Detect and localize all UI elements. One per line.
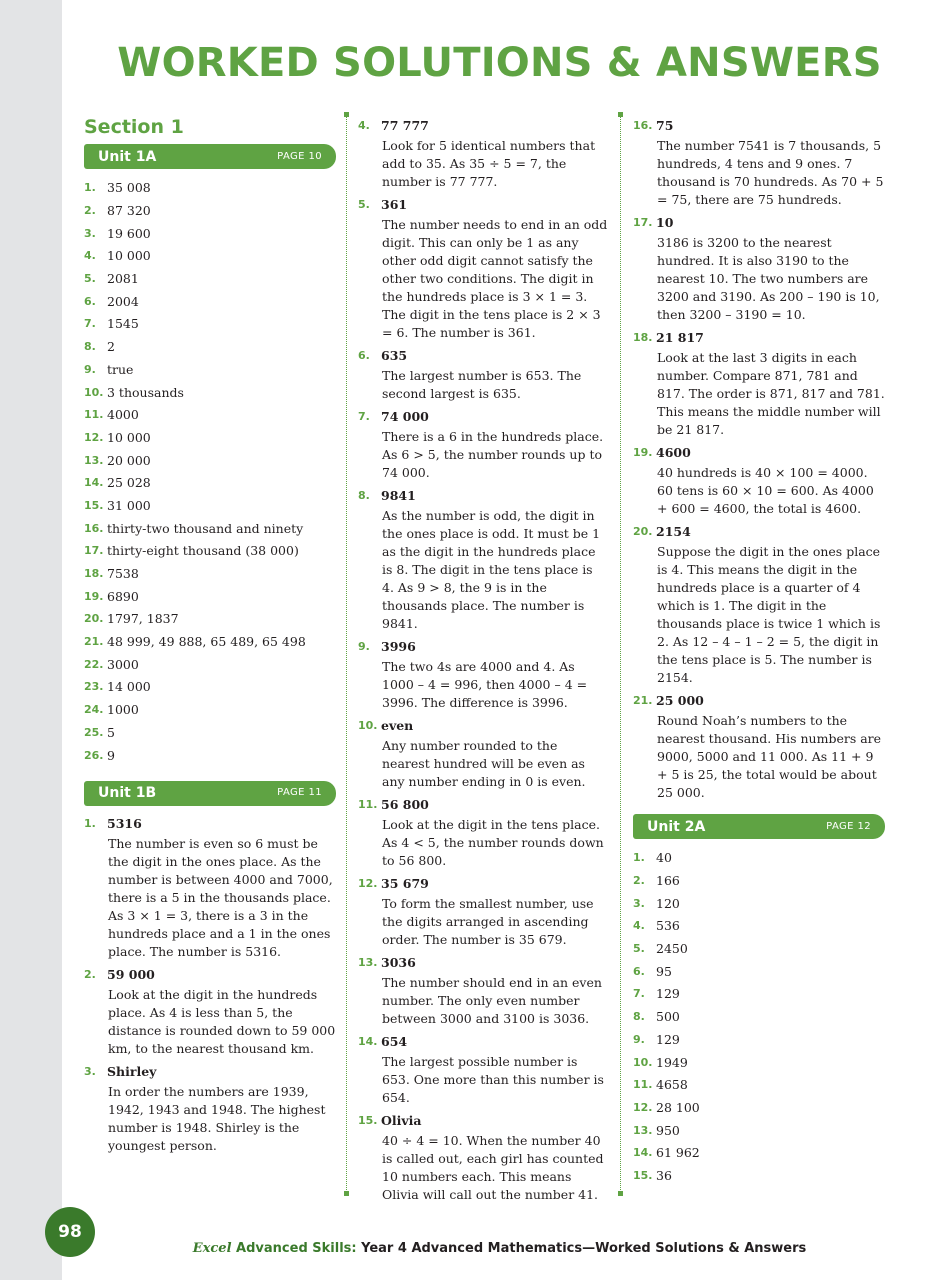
answer-value: 25 028 — [107, 475, 151, 491]
answer-value: 7538 — [107, 566, 139, 582]
answer-number: 1. — [84, 181, 96, 195]
brand-excel: Excel — [192, 1241, 232, 1256]
solution-explanation: There is a 6 in the hundreds place. As 6 > 5, the number rounds up to 74 000. — [382, 429, 604, 480]
answer-number: 12. — [84, 430, 104, 444]
worked-solution — [358, 874, 608, 949]
answer-row — [84, 631, 336, 654]
answer-number: 22. — [84, 657, 104, 671]
solution-explanation: Round Noah’s numbers to the nearest thousand. His numbers are 9000, 5000 and 11 000. As 11 + 9 + 5 is 25, the total would be about 25 000. — [657, 713, 882, 800]
answer-row — [633, 1051, 885, 1074]
solution-explanation: 40 hundreds is 40 × 100 = 4000. 60 tens is 60 × 10 = 600. As 4000 + 600 = 4600, the total is 4600. — [657, 465, 874, 516]
question-number: 16. — [633, 119, 653, 132]
solution-head — [358, 346, 608, 366]
answer-number: 24. — [84, 703, 104, 717]
unit-page-ref: PAGE 12 — [826, 820, 871, 832]
answer-row — [633, 960, 885, 983]
answer-row — [84, 177, 336, 200]
answer-value: thirty-eight thousand (38 000) — [107, 543, 299, 559]
answer-number: 19. — [84, 589, 104, 603]
answer-number: 16. — [84, 521, 104, 535]
solution-answer: 4600 — [656, 445, 691, 460]
solution-answer: 635 — [381, 348, 408, 363]
answer-number: 7. — [633, 987, 645, 1001]
answer-number: 9. — [84, 362, 96, 376]
solution-head — [633, 213, 885, 233]
answer-value: 1000 — [107, 702, 139, 718]
answer-row — [84, 722, 336, 745]
answer-row — [84, 676, 336, 699]
solution-explanation: The largest number is 653. The second largest is 635. — [382, 368, 582, 401]
solution-explanation: Look at the last 3 digits in each number. Compare 871, 781 and 817. The order is 871, 817 and 781. This means the middle number will be 21 817. — [657, 350, 885, 437]
worked-solution — [358, 346, 608, 403]
answer-row — [633, 1119, 885, 1142]
answer-row — [84, 200, 336, 223]
unit-page-ref: PAGE 11 — [277, 787, 322, 799]
answer-value: 40 — [656, 850, 672, 866]
answer-value: 31 000 — [107, 497, 151, 513]
question-number: 14. — [358, 1035, 378, 1048]
answer-number: 2. — [633, 874, 645, 888]
answer-row — [84, 699, 336, 722]
solution-answer: 5316 — [107, 815, 142, 831]
solution-head — [84, 814, 336, 834]
answer-row — [84, 540, 336, 563]
worked-solution — [358, 953, 608, 1028]
question-number: 1. — [84, 816, 96, 830]
answer-row — [633, 1165, 885, 1188]
question-number: 13. — [358, 956, 378, 969]
answer-value: 5 — [107, 724, 115, 740]
question-number: 10. — [358, 719, 378, 732]
unit-name: Unit 1A — [98, 148, 157, 165]
solution-head — [358, 795, 608, 815]
answer-number: 21. — [84, 635, 104, 649]
answer-row — [84, 222, 336, 245]
answer-value: 9 — [107, 747, 115, 763]
worked-solution — [633, 691, 885, 802]
answer-number: 6. — [84, 294, 96, 308]
answer-row — [84, 517, 336, 540]
question-number: 20. — [633, 525, 653, 538]
solution-answer: 10 — [656, 215, 674, 230]
worked-solution — [358, 1032, 608, 1107]
answer-number: 20. — [84, 612, 104, 626]
answer-number: 5. — [84, 272, 96, 286]
answer-value: 36 — [656, 1167, 672, 1183]
answer-row — [84, 359, 336, 382]
answer-number: 15. — [84, 498, 104, 512]
solution-head — [358, 1111, 608, 1131]
question-number: 18. — [633, 331, 653, 344]
solution-answer: 2154 — [656, 524, 691, 539]
side-strip — [0, 0, 62, 1280]
solution-head — [633, 522, 885, 542]
solution-explanation: The number 7541 is 7 thousands, 5 hundreds, 4 tens and 9 ones. 7 thousand is 70 hundreds. As 70 + 5 = 75, there are 75 hundreds. — [657, 138, 884, 207]
answer-row — [633, 915, 885, 938]
answer-number: 3. — [84, 226, 96, 240]
column-divider-2 — [620, 114, 621, 1194]
worked-solution — [358, 116, 608, 191]
solution-head — [358, 407, 608, 427]
solution-head — [633, 691, 885, 711]
solution-head — [358, 637, 608, 657]
answer-row — [84, 585, 336, 608]
answer-row — [633, 870, 885, 893]
answer-number: 25. — [84, 725, 104, 739]
answer-row — [633, 1074, 885, 1097]
worked-solution — [358, 486, 608, 633]
answer-number: 9. — [633, 1032, 645, 1046]
answer-number: 12. — [633, 1100, 653, 1114]
answer-value: 95 — [656, 963, 672, 979]
question-number: 17. — [633, 216, 653, 229]
solution-head — [358, 486, 608, 506]
answer-row — [633, 1029, 885, 1052]
question-number: 21. — [633, 694, 653, 707]
solution-head — [84, 965, 336, 985]
answer-number: 10. — [633, 1055, 653, 1069]
column-divider-1 — [346, 114, 347, 1194]
worked-solution — [633, 328, 885, 439]
answer-value: 10 000 — [107, 429, 151, 445]
answer-value: 2 — [107, 339, 115, 355]
answer-number: 1. — [633, 851, 645, 865]
solution-explanation: Any number rounded to the nearest hundred will be even as any number ending in 0 is even. — [382, 738, 586, 789]
solution-answer: Olivia — [381, 1113, 422, 1128]
question-number: 15. — [358, 1114, 378, 1127]
answer-row — [84, 563, 336, 586]
answer-number: 13. — [633, 1123, 653, 1137]
answer-row — [84, 404, 336, 427]
question-number: 12. — [358, 877, 378, 890]
unit-name: Unit 2A — [647, 818, 706, 835]
solution-head — [358, 716, 608, 736]
answer-value: 2081 — [107, 271, 139, 287]
answer-number: 10. — [84, 385, 104, 399]
solution-explanation: The two 4s are 4000 and 4. As 1000 – 4 = 996, then 4000 – 4 = 3996. The difference is 3996. — [382, 659, 588, 710]
answer-number: 2. — [84, 204, 96, 218]
answer-list-unit-1a — [84, 177, 336, 767]
solution-head — [633, 116, 885, 136]
unit-banner-1a — [84, 144, 336, 169]
answer-value: 10 000 — [107, 248, 151, 264]
solution-answer: 654 — [381, 1034, 408, 1049]
answer-row — [84, 336, 336, 359]
brand-name: Advanced Skills: — [236, 1241, 357, 1256]
answer-value: 4658 — [656, 1077, 688, 1093]
question-number: 8. — [358, 489, 370, 502]
worked-items-col1 — [84, 814, 336, 1155]
answer-number: 26. — [84, 748, 104, 762]
answer-row — [633, 1097, 885, 1120]
answer-value: 35 008 — [107, 180, 151, 196]
answer-row — [633, 938, 885, 961]
answer-row — [633, 1142, 885, 1165]
worked-solution — [84, 965, 336, 1058]
answer-row — [84, 245, 336, 268]
answer-value: 950 — [656, 1122, 680, 1138]
answer-row — [84, 744, 336, 767]
answer-row — [84, 495, 336, 518]
solution-answer: 21 817 — [656, 330, 704, 345]
answer-row — [633, 1006, 885, 1029]
solution-head — [358, 1032, 608, 1052]
question-number: 4. — [358, 119, 370, 132]
solution-answer: 59 000 — [107, 966, 155, 982]
answer-row — [84, 268, 336, 291]
solution-explanation: To form the smallest number, use the digits arranged in ascending order. The number is 35 679. — [382, 896, 594, 947]
answer-list-unit-2a — [633, 847, 885, 1187]
answer-row — [84, 653, 336, 676]
answer-value: 61 962 — [656, 1145, 700, 1161]
answer-value: 2004 — [107, 293, 139, 309]
answer-number: 7. — [84, 317, 96, 331]
section-title: Section 1 — [84, 116, 184, 138]
solution-answer: 35 679 — [381, 876, 429, 891]
worked-solution — [358, 795, 608, 870]
answer-value: 500 — [656, 1009, 680, 1025]
answer-value: 20 000 — [107, 452, 151, 468]
unit-name: Unit 1B — [98, 785, 157, 802]
page-title: WORKED SOLUTIONS & ANSWERS — [117, 40, 882, 86]
answer-value: 14 000 — [107, 679, 151, 695]
answer-value: 166 — [656, 873, 680, 889]
answer-value: 19 600 — [107, 225, 151, 241]
answer-row — [84, 449, 336, 472]
solution-explanation: In order the numbers are 1939, 1942, 1943 and 1948. The highest number is 1948. Shirley is the youngest person. — [108, 1083, 326, 1153]
worked-solution — [84, 814, 336, 961]
solution-explanation: Look for 5 identical numbers that add to 35. As 35 ÷ 5 = 7, the number is 77 777. — [382, 138, 596, 189]
answer-number: 18. — [84, 567, 104, 581]
answer-row — [84, 427, 336, 450]
solution-explanation: The number needs to end in an odd digit. This can only be 1 as any other odd digit cannot satisfy the other two conditions. The digit in the hundreds place is 3 × 1 = 3. The digit in the tens place is 2 × 3 = 6. The number is 361. — [382, 217, 608, 340]
answer-number: 17. — [84, 544, 104, 558]
worked-solution — [358, 407, 608, 482]
column-2 — [358, 116, 608, 1208]
worked-solution — [633, 116, 885, 209]
worked-solution — [358, 1111, 608, 1204]
answer-value: 120 — [656, 895, 680, 911]
column-1 — [84, 114, 336, 1159]
answer-row — [84, 290, 336, 313]
answer-number: 11. — [84, 408, 104, 422]
answer-row — [633, 892, 885, 915]
answer-row — [84, 472, 336, 495]
answer-row — [84, 313, 336, 336]
question-number: 11. — [358, 798, 378, 811]
solution-explanation: The number is even so 6 must be the digit in the ones place. As the number is between 4000 and 7000, there is a 5 in the thousands place. As 3 × 1 = 3, there is a 3 in the hundreds place and a 1 in the ones place. The number is 5316. — [108, 835, 333, 959]
answer-number: 15. — [633, 1168, 653, 1182]
solution-explanation: 3186 is 3200 to the nearest hundred. It is also 3190 to the nearest 10. The two numbers are 3200 and 3190. As 200 – 190 is 10, then 3200 – 3190 = 10. — [657, 235, 880, 322]
answer-number: 13. — [84, 453, 104, 467]
solution-explanation: 40 ÷ 4 = 10. When the number 40 is called out, each girl has counted 10 numbers each. This means Olivia will call out the number 41. — [382, 1133, 604, 1202]
answer-row — [84, 608, 336, 631]
solution-explanation: The number should end in an even number. The only even number between 3000 and 3100 is 3036. — [382, 975, 602, 1026]
solution-answer: 9841 — [381, 488, 416, 503]
solution-answer: 361 — [381, 197, 408, 212]
worked-solution — [358, 195, 608, 342]
column-3 — [633, 116, 885, 1187]
worked-solution — [633, 522, 885, 687]
question-number: 5. — [358, 198, 370, 211]
question-number: 9. — [358, 640, 370, 653]
answer-number: 4. — [84, 249, 96, 263]
solution-head — [84, 1062, 336, 1082]
answer-row — [633, 847, 885, 870]
answer-value: 4000 — [107, 407, 139, 423]
answer-value: 1949 — [656, 1054, 688, 1070]
solution-answer: Shirley — [107, 1063, 157, 1079]
answer-value: 3 thousands — [107, 384, 184, 400]
question-number: 19. — [633, 446, 653, 459]
solution-answer: 25 000 — [656, 693, 704, 708]
answer-number: 5. — [633, 942, 645, 956]
answer-value: 129 — [656, 986, 680, 1002]
answer-value: 1797, 1837 — [107, 611, 179, 627]
answer-number: 14. — [84, 476, 104, 490]
unit-page-ref: PAGE 10 — [277, 150, 322, 162]
answer-row — [84, 381, 336, 404]
answer-number: 23. — [84, 680, 104, 694]
answer-value: 536 — [656, 918, 680, 934]
question-number: 7. — [358, 410, 370, 423]
answer-value: 87 320 — [107, 203, 151, 219]
answer-number: 14. — [633, 1146, 653, 1160]
question-number: 6. — [358, 349, 370, 362]
answer-value: 28 100 — [656, 1099, 700, 1115]
worked-solution — [633, 443, 885, 518]
unit-banner-2a — [633, 814, 885, 839]
answer-number: 4. — [633, 919, 645, 933]
solution-head — [358, 195, 608, 215]
answer-value: true — [107, 361, 134, 377]
worked-solution — [358, 637, 608, 712]
worked-solution — [84, 1062, 336, 1155]
footer-title: Year 4 Advanced Mathematics—Worked Solutions & Answers — [361, 1241, 807, 1256]
solution-answer: even — [381, 718, 414, 733]
question-number: 2. — [84, 967, 96, 981]
answer-value: 6890 — [107, 588, 139, 604]
solution-explanation: The largest possible number is 653. One more than this number is 654. — [382, 1054, 604, 1105]
answer-value: 2450 — [656, 941, 688, 957]
answer-value: thirty-two thousand and ninety — [107, 520, 304, 536]
answer-number: 8. — [84, 340, 96, 354]
worked-solution — [633, 213, 885, 324]
worked-solution — [358, 716, 608, 791]
answer-value: 1545 — [107, 316, 139, 332]
solution-head — [358, 953, 608, 973]
answer-number: 6. — [633, 964, 645, 978]
page-number-badge: 98 — [45, 1207, 95, 1257]
answer-number: 3. — [633, 896, 645, 910]
solution-explanation: Look at the digit in the tens place. As 4 < 5, the number rounds down to 56 800. — [382, 817, 604, 868]
solution-head — [358, 874, 608, 894]
answer-row — [633, 983, 885, 1006]
solution-answer: 75 — [656, 118, 674, 133]
answer-value: 129 — [656, 1031, 680, 1047]
answer-number: 11. — [633, 1078, 653, 1092]
answer-value: 3000 — [107, 656, 139, 672]
solution-head — [358, 116, 608, 136]
solution-explanation: As the number is odd, the digit in the ones place is odd. It must be 1 as the digit in the hundreds place is 8. The digit in the tens place is 4. As 9 > 8, the 9 is in the thousands place. The number is 9841. — [382, 508, 601, 631]
solution-head — [633, 328, 885, 348]
solution-head — [633, 443, 885, 463]
solution-answer: 3036 — [381, 955, 416, 970]
worked-items-col3 — [633, 116, 885, 802]
answer-value: 48 999, 49 888, 65 489, 65 498 — [107, 634, 306, 650]
solution-explanation: Suppose the digit in the ones place is 4. This means the digit in the hundreds place is a quarter of 4 which is 1. The digit in the thousands place is twice 1 which is 2. As 12 – 4 – 1 – 2 = 5, the digit in the tens place is 5. The number is 2154. — [657, 544, 881, 685]
footer — [62, 1241, 937, 1256]
solution-answer: 77 777 — [381, 118, 429, 133]
solution-answer: 3996 — [381, 639, 416, 654]
answer-number: 8. — [633, 1010, 645, 1024]
solution-explanation: Look at the digit in the hundreds place. As 4 is less than 5, the distance is rounded down to 59 000 km, to the nearest thousand km. — [108, 986, 336, 1056]
solution-answer: 74 000 — [381, 409, 429, 424]
solution-answer: 56 800 — [381, 797, 429, 812]
question-number: 3. — [84, 1064, 96, 1078]
unit-banner-1b — [84, 781, 336, 806]
